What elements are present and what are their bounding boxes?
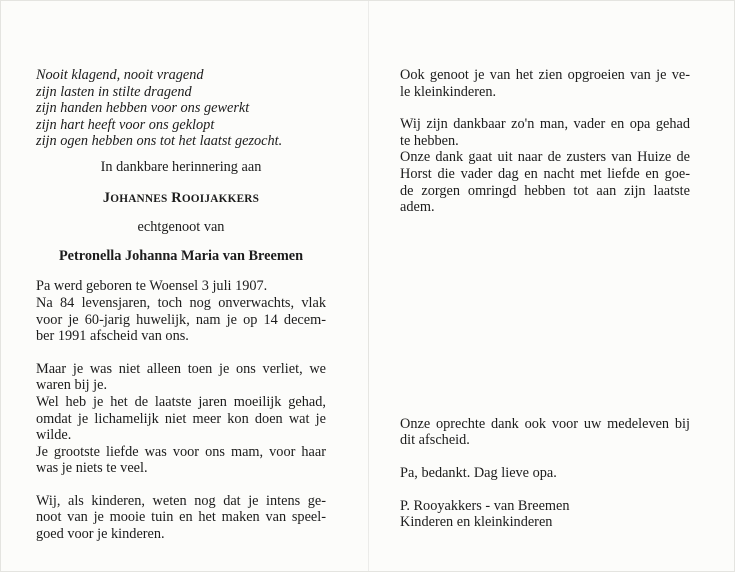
poem-line: zijn handen hebben voor ons gewerkt: [36, 100, 250, 117]
paragraph-love: [36, 444, 326, 477]
text-line: wilde.: [36, 427, 72, 444]
spouse-of-line: echtgenoot van: [137, 219, 225, 236]
paragraph-hard-years: [36, 394, 326, 444]
text-line: Wel heb je het de laatste jaren moeilijk gehad,: [36, 393, 326, 410]
text-line: Wij zijn dankbaar zo'n man, vader en opa gehad: [400, 116, 690, 133]
bio-line: Pa werd geboren te Woensel 3 juli 1907.: [36, 278, 268, 295]
poem-line: zijn hart heeft voor ons geklopt: [36, 116, 215, 133]
text-line: Maar je was niet alleen toen je ons verliet, we: [36, 360, 326, 377]
text-line: Je grootste liefde was voor ons mam, voor haar: [36, 443, 326, 460]
paragraph-grateful: [400, 116, 690, 149]
text-line: goed voor je kinderen.: [36, 526, 165, 543]
text-line: Onze dank gaat uit naar de zusters van Huize de: [400, 149, 690, 166]
text-line: Ook genoot je van het zien opgroeien van je ve-: [400, 67, 690, 83]
poem-line: Nooit klagend, nooit vragend: [36, 67, 204, 83]
paragraph-nurses: [400, 149, 690, 215]
right-page: [400, 67, 690, 531]
paragraph-with-us: [36, 361, 326, 394]
text-line: omdat je lichamelijk niet meer kon doen wat je: [36, 410, 326, 427]
bio-line: voor je 60-jarig huwelijk, nam je op 14 decem-: [36, 311, 326, 328]
poem-line: zijn lasten in stilte dragend: [36, 83, 192, 100]
text-line: Horst die vader dag en nacht met liefde en goe-: [400, 165, 690, 182]
text-line: Wij, als kinderen, weten nog dat je intens ge-: [36, 492, 326, 509]
bio-paragraph: [36, 295, 326, 345]
text-line: noot van je mooie tuin en het maken van speel-: [36, 509, 326, 526]
text-line: was je niets te veel.: [36, 460, 148, 477]
text-line: te hebben.: [400, 132, 459, 149]
signature: [400, 498, 690, 531]
text-line: Onze oprechte dank ook voor uw medeleven bij: [400, 415, 690, 432]
spouse-name: Petronella Johanna Maria van Breemen: [58, 247, 304, 264]
signature-line: Kinderen en kleinkinderen: [400, 514, 553, 531]
farewell-line: Pa, bedankt. Dag lieve opa.: [400, 464, 557, 481]
left-page: [36, 67, 326, 543]
text-line: le kleinkinderen.: [400, 83, 497, 100]
text-line: de zorgen omringd hebben tot aan zijn laatste: [400, 182, 690, 199]
paragraph-thanks: [400, 416, 690, 449]
text-line: waren bij je.: [36, 377, 108, 394]
paragraph-children: [36, 493, 326, 543]
center-fold: [368, 1, 369, 571]
deceased-name: JOHANNES ROOIJAKKERS: [102, 189, 260, 206]
paragraph-grandchildren: [400, 67, 690, 100]
poem-line: zijn ogen hebben ons tot het laatst gezocht.: [36, 133, 283, 150]
poem: [36, 67, 326, 150]
text-line: dit afscheid.: [400, 432, 470, 449]
bio-line: ber 1991 afscheid van ons.: [36, 328, 189, 345]
signature-line: P. Rooyakkers - van Breemen: [400, 497, 570, 514]
memory-line: In dankbare herinnering aan: [100, 158, 262, 175]
bio-line: Na 84 levensjaren, toch nog onverwachts, vlak: [36, 294, 326, 311]
text-line: adem.: [400, 199, 435, 216]
biography: [36, 278, 326, 344]
